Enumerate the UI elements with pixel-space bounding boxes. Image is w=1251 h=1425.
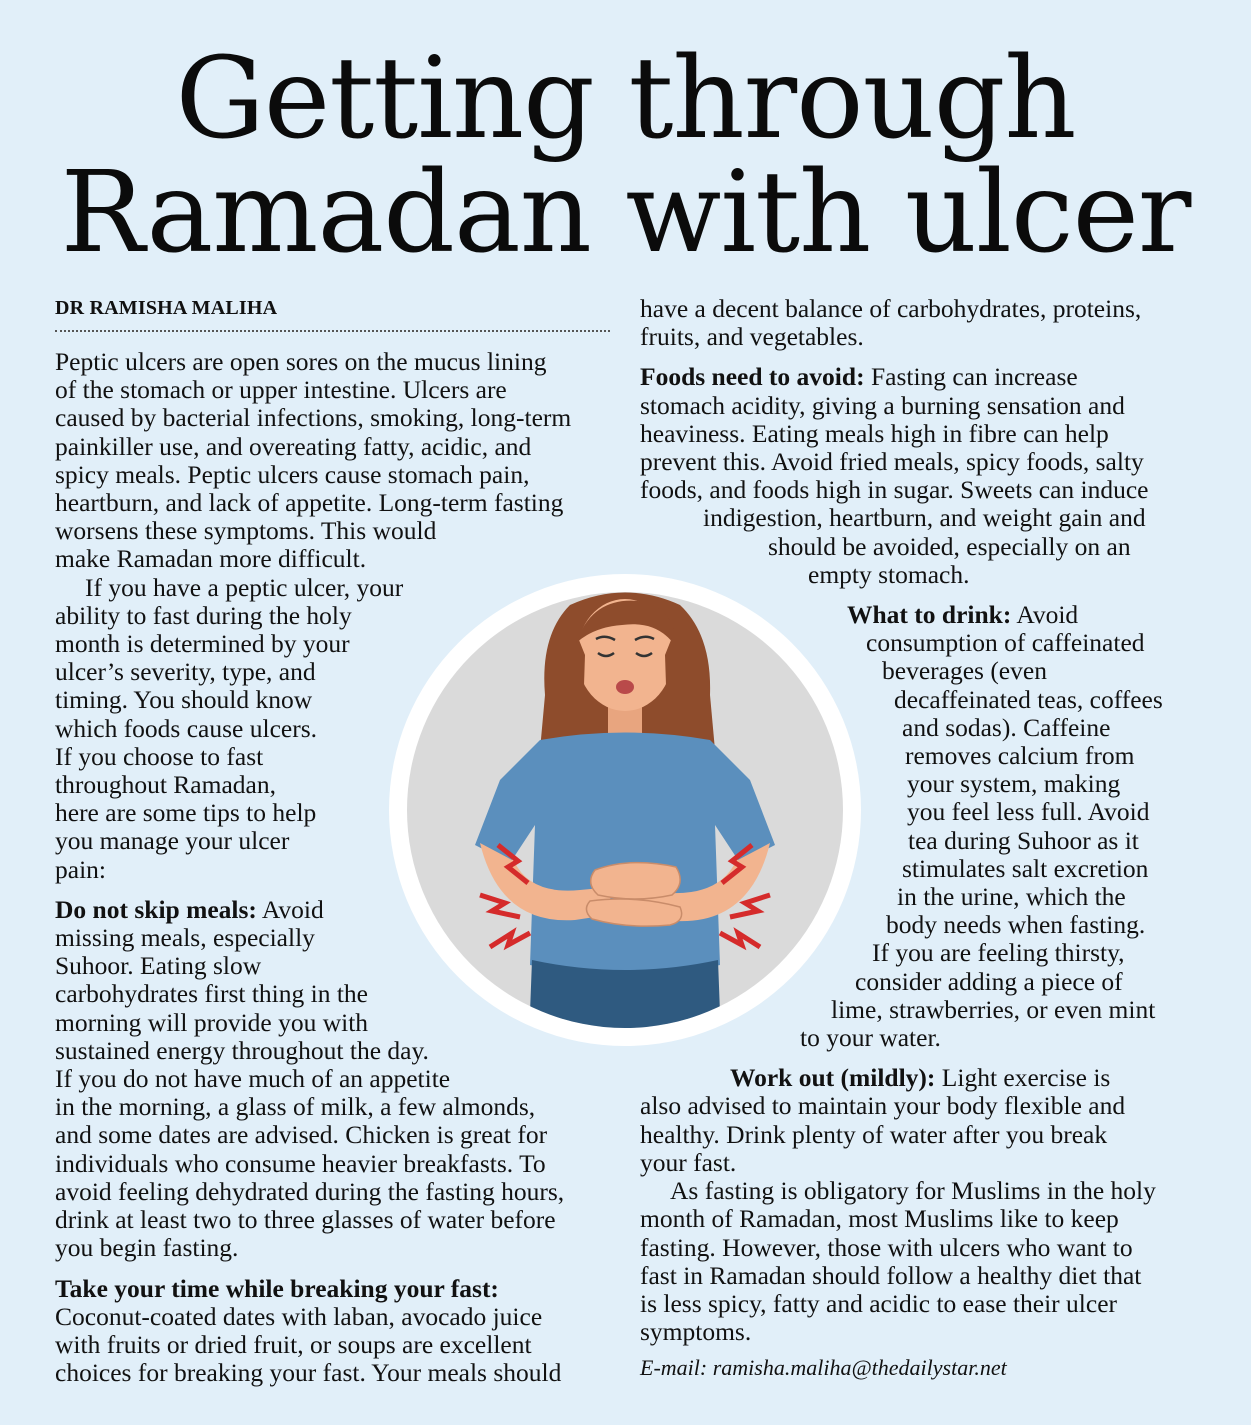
line-text: you begin fasting. [55, 1233, 239, 1263]
line-text: drink at least two to three glasses of water before [55, 1205, 556, 1235]
line-text: lime, strawberries, or even mint [831, 994, 1156, 1024]
line-text: painkiller use, and overeating fatty, acidic, and [55, 431, 532, 461]
line-text: Suhoor. Eating slow [55, 951, 262, 981]
text-line [640, 1262, 1210, 1290]
text-line [640, 1149, 1210, 1177]
text-line [640, 1234, 1210, 1262]
text-line [640, 295, 1210, 323]
line-text: you manage your ulcer [55, 826, 290, 856]
text-line [640, 392, 1210, 420]
text-line [640, 363, 1210, 391]
line-text: Avoid [1011, 600, 1079, 630]
headline [0, 34, 1251, 278]
text-line [55, 461, 615, 489]
line-text: fruits, and vegetables. [640, 322, 864, 352]
line-text: of the stomach or upper intestine. Ulcers are [55, 375, 507, 405]
line-text: should be avoided, especially on an [768, 531, 1131, 561]
text-line [640, 1205, 1210, 1233]
line-text: Light exercise is [935, 1063, 1111, 1093]
text-line [55, 1234, 615, 1262]
text-line [640, 420, 1210, 448]
line-text: stomach acidity, giving a burning sensation and [640, 390, 1125, 420]
section-heading: Do not skip meals: [55, 894, 257, 924]
line-text: in the morning, a glass of milk, a few almonds, [55, 1092, 536, 1122]
line-text: missing meals, especially [55, 923, 315, 953]
line-text: symptoms. [640, 1317, 752, 1347]
line-text: fast in Ramadan should follow a healthy diet that [640, 1260, 1142, 1290]
line-text: with fruits or dried fruit, or soups are excellent [55, 1329, 532, 1359]
text-line [640, 1290, 1210, 1318]
text-line [55, 1121, 615, 1149]
line-text: throughout Ramadan, [55, 770, 276, 800]
line-text: tea during Suhoor as it [908, 825, 1139, 855]
text-line [640, 1121, 1210, 1149]
line-text: carbohydrates first thing in the [55, 979, 368, 1009]
line-text: fasting. However, those with ulcers who want to [640, 1232, 1133, 1262]
line-text: beverages (even [882, 656, 1047, 686]
line-text: you feel less full. Avoid [907, 797, 1150, 827]
text-line [640, 1177, 1210, 1205]
text-line [55, 517, 615, 545]
line-text: heartburn, and lack of appetite. Long-term fasting [55, 488, 564, 518]
section-heading: Work out (mildly): [730, 1063, 936, 1093]
section-heading: Take your time while breaking your fast: [55, 1273, 499, 1303]
line-text: month is determined by your [55, 629, 350, 659]
text-line [55, 376, 615, 404]
line-text: ability to fast during the holy [55, 600, 352, 630]
line-text: and sodas). Caffeine [902, 712, 1111, 742]
text-line [640, 1064, 1210, 1092]
line-text: heaviness. Eating meals high in fibre can help [640, 418, 1109, 448]
line-text: make Ramadan more difficult. [55, 544, 367, 574]
line-text: stimulates salt excretion [902, 853, 1149, 883]
text-line [55, 1359, 615, 1387]
line-text: choices for breaking your fast. Your meals should [55, 1358, 562, 1388]
line-text: empty stomach. [808, 559, 970, 589]
headline-line-2: Ramadan with ulcer [60, 148, 1191, 278]
text-line [55, 1331, 615, 1359]
text-line [55, 1065, 615, 1093]
line-text: sustained energy throughout the day. [55, 1035, 429, 1065]
line-text: body needs when fasting. [886, 910, 1146, 940]
line-text: individuals who consume heavier breakfasts. To [55, 1148, 546, 1178]
author-email: E-mail: ramisha.maliha@thedailystar.net [640, 1355, 1007, 1380]
text-line [640, 504, 1210, 532]
line-text: ulcer’s severity, type, and [55, 657, 316, 687]
text-line [640, 323, 1210, 351]
line-text: timing. You should know [55, 685, 313, 715]
line-text: As fasting is obligatory for Muslims in the holy [670, 1176, 1156, 1206]
text-line [55, 1150, 615, 1178]
text-line [55, 1093, 615, 1121]
line-text: have a decent balance of carbohydrates, proteins, [640, 294, 1142, 323]
line-text: and some dates are advised. Chicken is great for [55, 1120, 548, 1150]
line-text: Peptic ulcers are open sores on the mucus lining [55, 347, 547, 376]
text-line [55, 1206, 615, 1234]
line-text: spicy meals. Peptic ulcers cause stomach pain, [55, 459, 530, 489]
line-text: your fast. [640, 1147, 737, 1177]
line-text: removes calcium from [905, 741, 1135, 771]
line-text: morning will provide you with [55, 1007, 369, 1037]
line-text: Fasting can increase [864, 362, 1078, 392]
text-line [640, 533, 1210, 561]
line-text: healthy. Drink plenty of water after you break [640, 1119, 1108, 1149]
text-line [55, 348, 615, 376]
section-heading: Foods need to avoid: [640, 362, 865, 392]
text-line [640, 1092, 1210, 1120]
line-text: foods, and foods high in sugar. Sweets can induce [640, 475, 1149, 505]
line-text: indigestion, heartburn, and weight gain and [703, 503, 1146, 533]
text-line [55, 1275, 615, 1303]
section-heading: What to drink: [847, 600, 1012, 630]
line-text: If you have a peptic ulcer, your [85, 572, 404, 602]
line-text: to your water. [800, 1023, 941, 1053]
line-text: caused by bacterial infections, smoking, long-term [55, 403, 572, 433]
line-text: which foods cause ulcers. [55, 713, 317, 743]
line-text: avoid feeling dehydrated during the fasting hours, [55, 1176, 565, 1206]
line-text: If you choose to fast [55, 741, 264, 771]
line-text: If you are feeling thirsty, [872, 938, 1125, 968]
text-line [55, 489, 615, 517]
text-line [55, 404, 615, 432]
line-text: is less spicy, fatty and acidic to ease their ulcer [640, 1288, 1118, 1318]
text-line [55, 433, 615, 461]
line-text: worsens these symptoms. This would [55, 516, 437, 546]
text-line [640, 448, 1210, 476]
text-line [640, 1318, 1210, 1346]
line-text: If you do not have much of an appetite [55, 1064, 451, 1094]
line-text: here are some tips to help [55, 798, 317, 828]
line-text: decaffeinated teas, coffees [894, 684, 1163, 714]
line-text: consider adding a piece of [855, 966, 1123, 996]
woman-stomach-pain-icon [380, 565, 870, 1055]
line-text: Coconut-coated dates with laban, avocado juice [55, 1301, 543, 1331]
line-text: in the urine, which the [897, 882, 1126, 912]
line-text: prevent this. Avoid fried meals, spicy foods, salty [640, 447, 1144, 477]
text-line [55, 1303, 615, 1331]
line-text: pain: [55, 854, 106, 884]
line-text: also advised to maintain your body flexible and [640, 1091, 1126, 1121]
text-line [640, 476, 1210, 504]
line-text: Avoid [256, 894, 324, 924]
line-text: your system, making [907, 769, 1121, 799]
byline: DR RAMISHA MALIHA [55, 297, 610, 332]
text-line [55, 1178, 615, 1206]
line-text: month of Ramadan, most Muslims like to keep [640, 1204, 1119, 1234]
headline-line-1: Getting through [175, 34, 1076, 164]
line-text: consumption of caffeinated [866, 628, 1145, 658]
